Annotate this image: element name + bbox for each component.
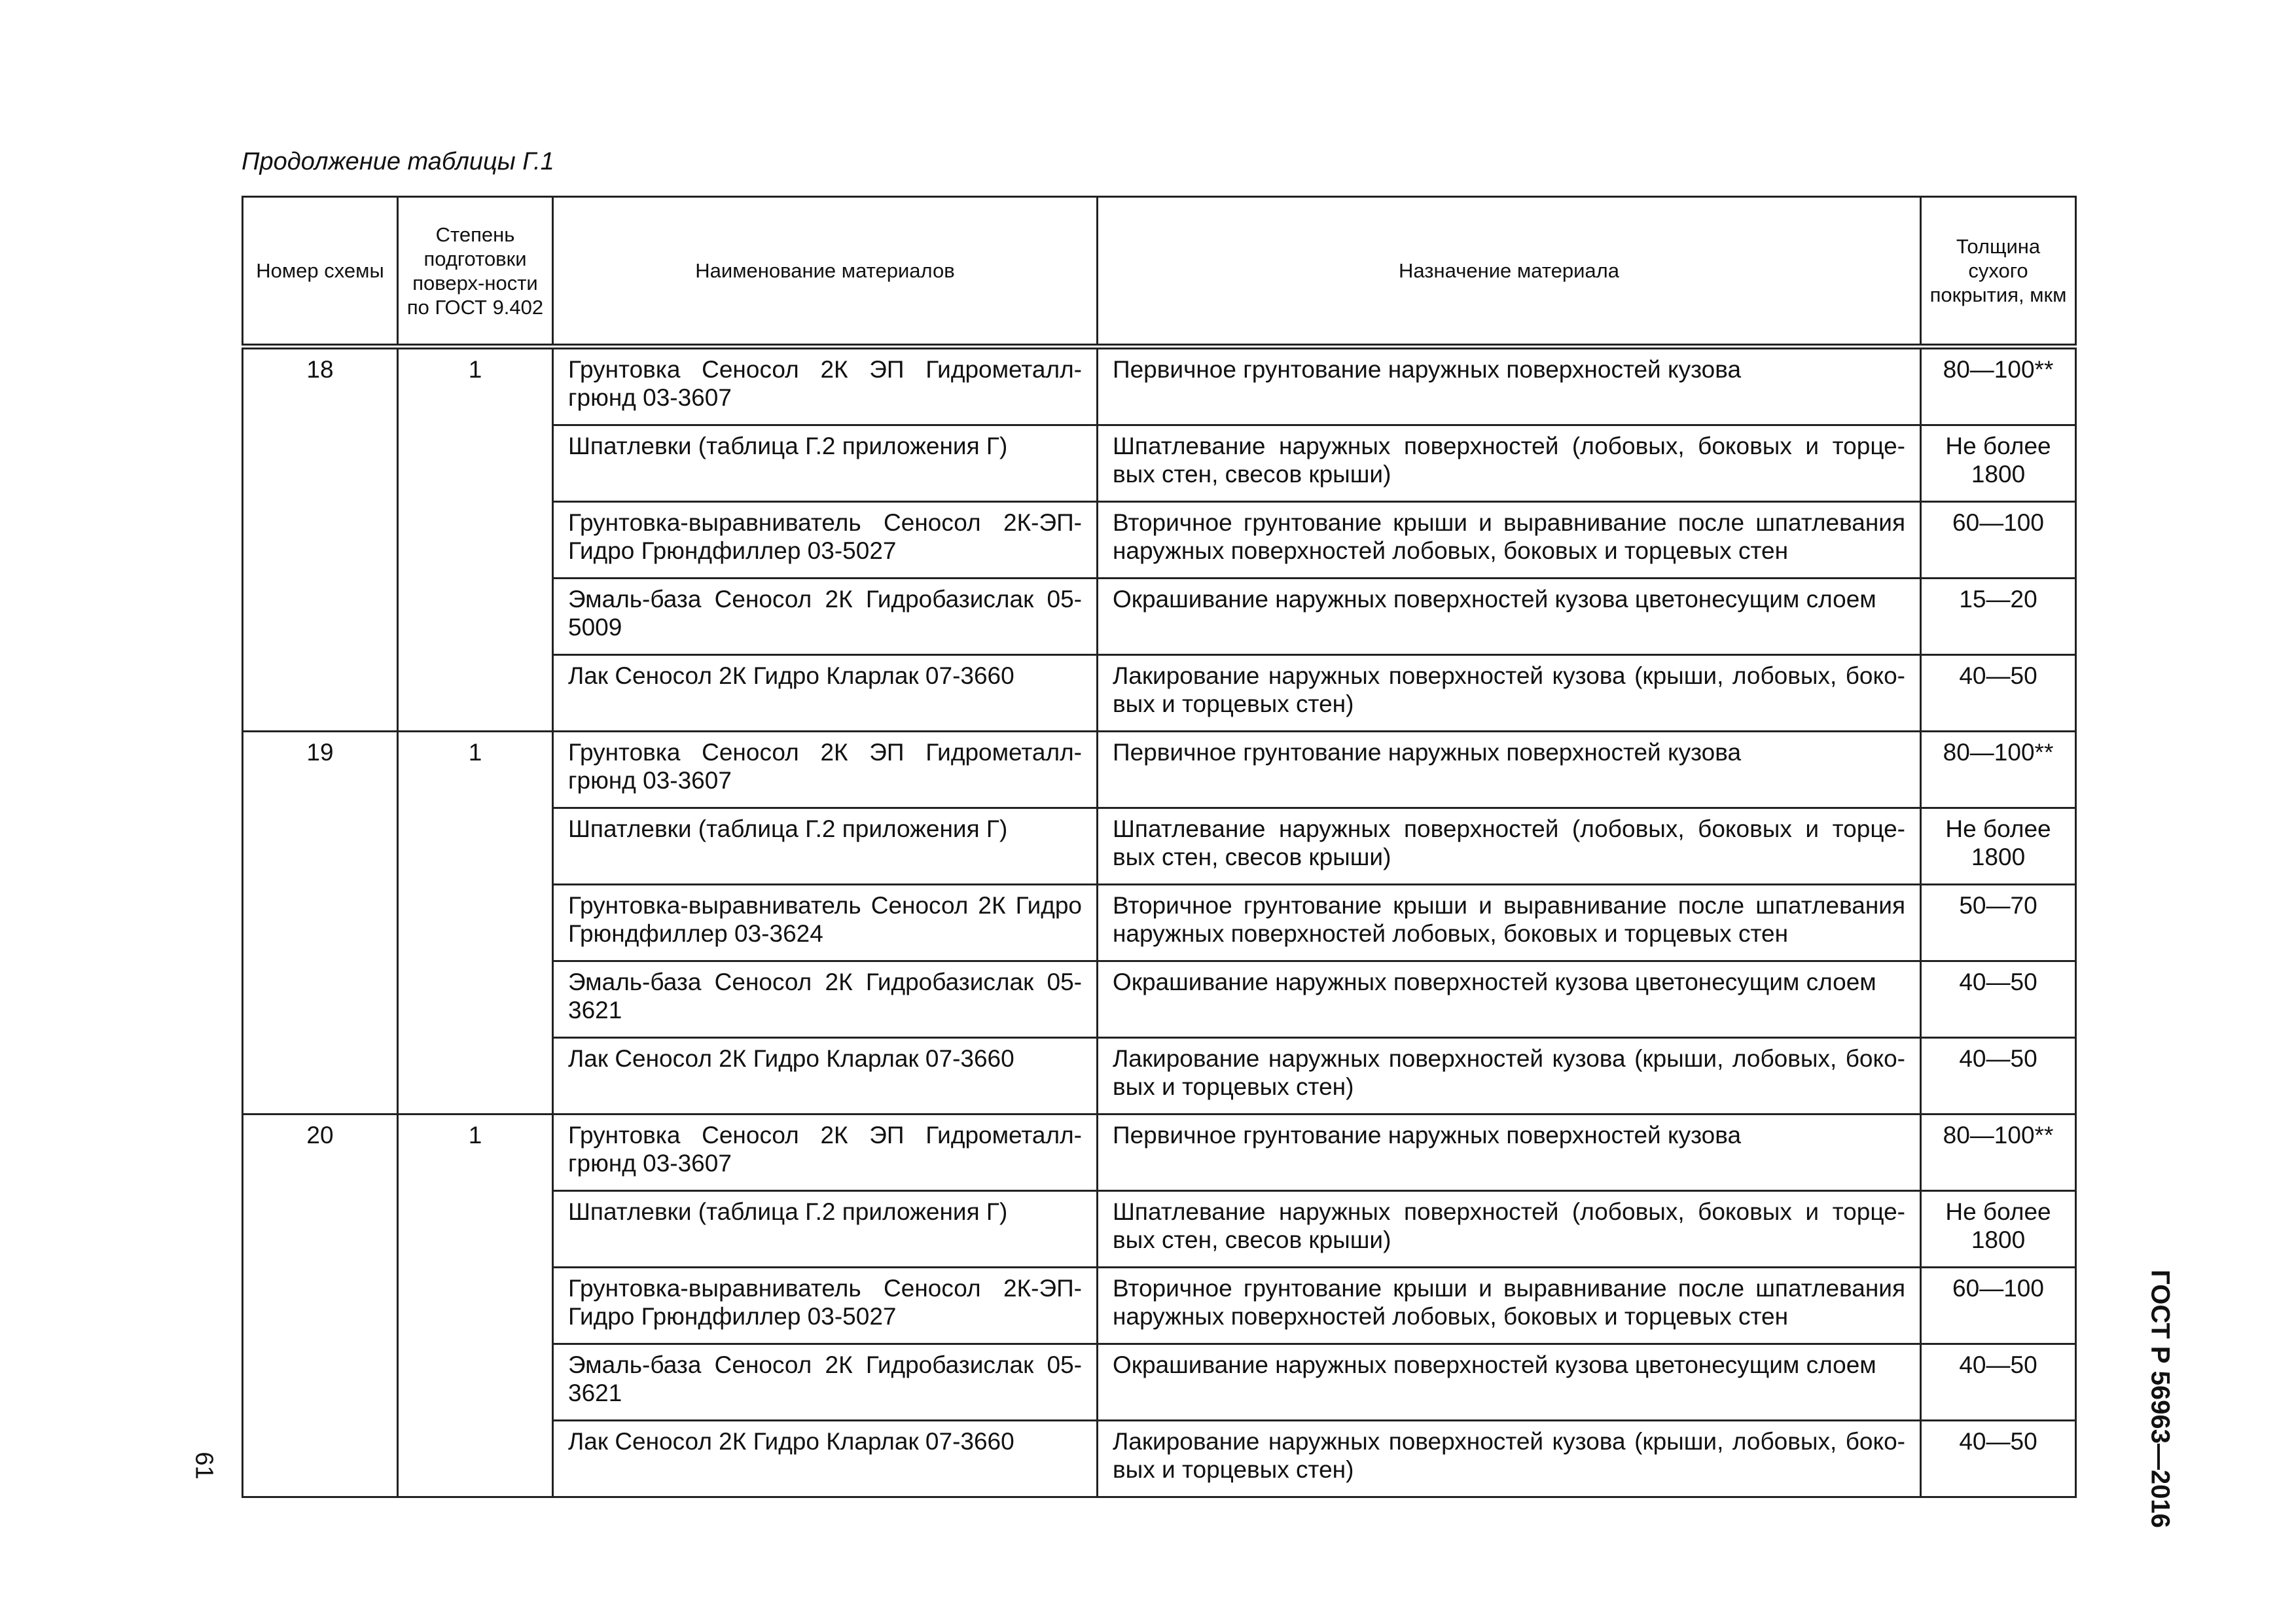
scheme-number-cell: 19 [243,732,398,1115]
material-name-cell: Эмаль-база Сеносол 2К Гидробазислак 05-5009 [553,579,1098,655]
material-name-cell: Эмаль-база Сеносол 2К Гидробазислак 05-3621 [553,961,1098,1038]
coating-thickness-cell: 40—50 [1921,1344,2076,1421]
table-caption: Продолжение таблицы Г.1 [242,148,554,175]
material-purpose-cell: Лакирование наружных поверхностей кузова (крыши, лобовых, боко-вых и торцевых стен) [1098,1038,1921,1115]
coating-thickness-cell: 80—100** [1921,1115,2076,1191]
material-name-cell: Эмаль-база Сеносол 2К Гидробазислак 05-3621 [553,1344,1098,1421]
material-name-cell: Лак Сеносол 2К Гидро Кларлак 07-3660 [553,1038,1098,1115]
header-material-purpose: Назначение материала [1098,197,1921,347]
coating-thickness-cell: 40—50 [1921,961,2076,1038]
coating-thickness-cell: Не более 1800 [1921,808,2076,885]
material-purpose-cell: Лакирование наружных поверхностей кузова (крыши, лобовых, боко-вых и торцевых стен) [1098,655,1921,732]
material-purpose-cell: Вторичное грунтование крыши и выравнивание после шпатлевания наружных поверхностей лобовых, боковых и торцевых стен [1098,1268,1921,1344]
table-row [243,1115,2076,1191]
material-purpose-cell: Первичное грунтование наружных поверхностей кузова [1098,1115,1921,1191]
material-purpose-cell: Вторичное грунтование крыши и выравнивание после шпатлевания наружных поверхностей лобовых, боковых и торцевых стен [1098,885,1921,961]
coating-thickness-cell: 80—100** [1921,347,2076,425]
material-name-cell: Грунтовка-выравниватель Сеносол 2К-ЭП-Гидро Грюндфиллер 03-5027 [553,1268,1098,1344]
header-coating-thickness: Толщина сухого покрытия, мкм [1921,197,2076,347]
standard-code: ГОСТ Р 56963—2016 [2145,1270,2175,1528]
coating-thickness-cell: Не более 1800 [1921,425,2076,502]
material-name-cell: Шпатлевки (таблица Г.2 приложения Г) [553,808,1098,885]
coating-thickness-cell: 60—100 [1921,502,2076,579]
material-name-cell: Грунтовка Сеносол 2К ЭП Гидрометалл-грюнд 03-3607 [553,1115,1098,1191]
material-purpose-cell: Вторичное грунтование крыши и выравнивание после шпатлевания наружных поверхностей лобовых, боковых и торцевых стен [1098,502,1921,579]
material-name-cell: Шпатлевки (таблица Г.2 приложения Г) [553,425,1098,502]
material-purpose-cell: Первичное грунтование наружных поверхностей кузова [1098,347,1921,425]
page-number: 61 [190,1452,218,1480]
scheme-number-cell: 18 [243,347,398,732]
coating-thickness-cell: 15—20 [1921,579,2076,655]
surface-prep-cell: 1 [398,732,553,1115]
material-purpose-cell: Окрашивание наружных поверхностей кузова цветонесущим слоем [1098,961,1921,1038]
coating-thickness-cell: Не более 1800 [1921,1191,2076,1268]
material-purpose-cell: Окрашивание наружных поверхностей кузова цветонесущим слоем [1098,1344,1921,1421]
coating-thickness-cell: 40—50 [1921,655,2076,732]
surface-prep-cell: 1 [398,1115,553,1497]
table-row [243,732,2076,808]
material-purpose-cell: Шпатлевание наружных поверхностей (лобовых, боковых и торце-вых стен, свесов крыши) [1098,1191,1921,1268]
table-header-row [243,197,2076,347]
material-name-cell: Грунтовка Сеносол 2К ЭП Гидрометалл-грюнд 03-3607 [553,347,1098,425]
coating-thickness-cell: 60—100 [1921,1268,2076,1344]
header-material-name: Наименование материалов [553,197,1098,347]
coating-thickness-cell: 50—70 [1921,885,2076,961]
header-scheme-number: Номер схемы [243,197,398,347]
material-purpose-cell: Лакирование наружных поверхностей кузова (крыши, лобовых, боко-вых и торцевых стен) [1098,1421,1921,1497]
table-body [243,347,2076,1497]
coating-thickness-cell: 40—50 [1921,1421,2076,1497]
material-name-cell: Грунтовка-выравниватель Сеносол 2К-ЭП-Гидро Грюндфиллер 03-5027 [553,502,1098,579]
material-name-cell: Шпатлевки (таблица Г.2 приложения Г) [553,1191,1098,1268]
material-name-cell: Лак Сеносол 2К Гидро Кларлак 07-3660 [553,1421,1098,1497]
header-surface-prep: Степень подготовки поверх-ности по ГОСТ 9.402 [398,197,553,347]
material-purpose-cell: Шпатлевание наружных поверхностей (лобовых, боковых и торце-вых стен, свесов крыши) [1098,425,1921,502]
scheme-number-cell: 20 [243,1115,398,1497]
materials-table [242,196,2077,1498]
surface-prep-cell: 1 [398,347,553,732]
material-name-cell: Грунтовка-выравниватель Сеносол 2К Гидро Грюндфиллер 03-3624 [553,885,1098,961]
coating-thickness-cell: 40—50 [1921,1038,2076,1115]
table-row [243,347,2076,425]
material-purpose-cell: Окрашивание наружных поверхностей кузова цветонесущим слоем [1098,579,1921,655]
material-name-cell: Лак Сеносол 2К Гидро Кларлак 07-3660 [553,655,1098,732]
material-purpose-cell: Шпатлевание наружных поверхностей (лобовых, боковых и торце-вых стен, свесов крыши) [1098,808,1921,885]
material-name-cell: Грунтовка Сеносол 2К ЭП Гидрометалл-грюнд 03-3607 [553,732,1098,808]
material-purpose-cell: Первичное грунтование наружных поверхностей кузова [1098,732,1921,808]
coating-thickness-cell: 80—100** [1921,732,2076,808]
